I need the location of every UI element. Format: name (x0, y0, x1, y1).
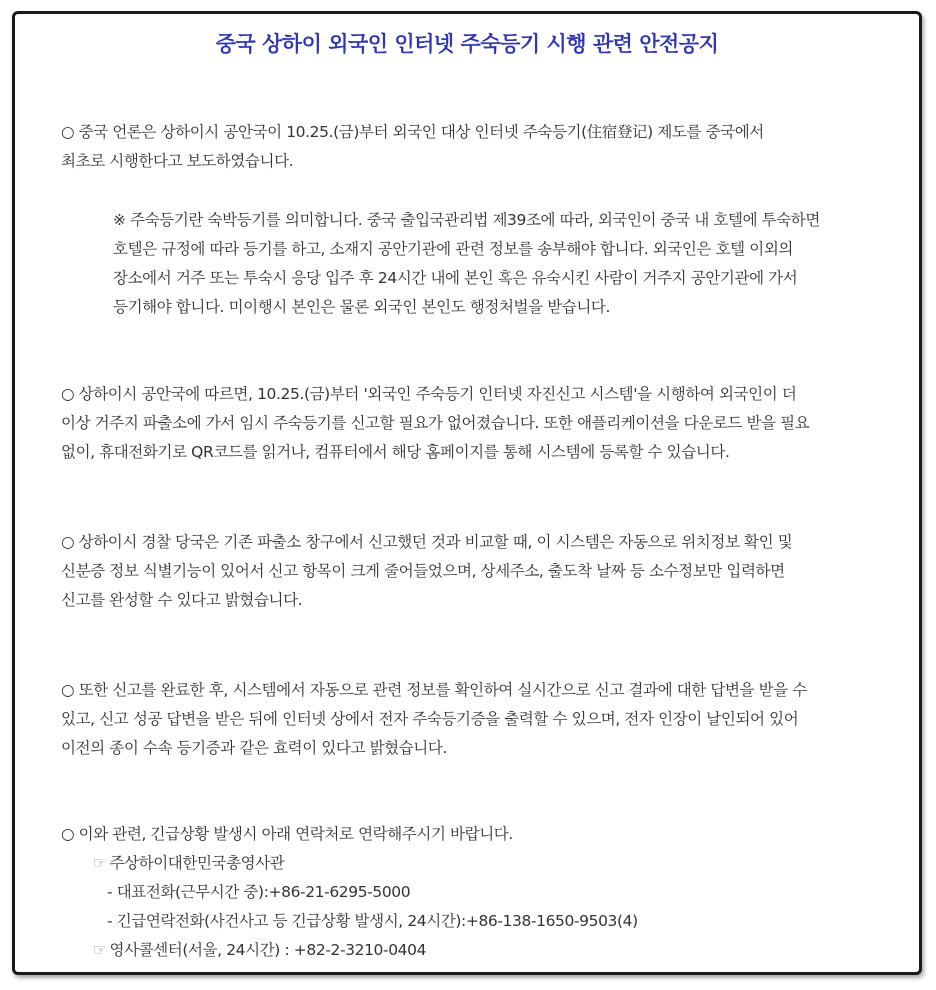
paragraph-line: 신고를 완성할 수 있다고 밝혔습니다. (61, 591, 303, 609)
page-title: 중국 상하이 외국인 인터넷 주숙등기 시행 관련 안전공지 (215, 32, 719, 56)
emergency-phone: - 긴급연락전화(사건사고 등 긴급상황 발생시, 24시간):+86-138-1650-9503(4) (107, 912, 638, 930)
call-center-text: 영사콜센터(서울, 24시간) : +82-2-3210-0404 (109, 941, 427, 959)
paragraph-line: 없이, 휴대전화기로 QR코드를 읽거나, 컴퓨터에서 해당 홈페이지를 통해 시스템에 등록할 수 있습니다. (61, 443, 730, 461)
main-phone: - 대표전화(근무시간 중):+86-21-6295-5000 (107, 883, 411, 901)
pointing-hand-icon: ☞ (93, 854, 107, 872)
paragraph-line: 있고, 신고 성공 답변을 받은 뒤에 인터넷 상에서 전자 주숙등기증을 출력할 수 있으며, 전자 인장이 날인되어 있어 (61, 710, 799, 728)
note-line: 등기해야 합니다. 미이행시 본인은 물론 외국인 본인도 행정처벌을 받습니다. (113, 298, 611, 316)
note-line: 호텔은 규정에 따라 등기를 하고, 소재지 공안기관에 관련 정보를 송부해야 합니다. 외국인은 호텔 이외의 (113, 240, 793, 258)
paragraph-line: ○ 중국 언론은 상하이시 공안국이 10.25.(금)부터 외국인 대상 인터넷 주숙등기(住宿登记) 제도를 중국에서 (61, 123, 764, 141)
contact-intro: ○ 이와 관련, 긴급상황 발생시 아래 연락처로 연락해주시기 바랍니다. (61, 825, 513, 843)
paragraph-line: 이상 거주지 파출소에 가서 임시 주숙등기를 신고할 필요가 없어졌습니다. 또한 애플리케이션을 다운로드 받을 필요 (61, 414, 810, 432)
note-definition (113, 206, 913, 322)
section-e-certificate (61, 676, 917, 763)
paragraph-line: 이전의 종이 수속 등기증과 같은 효력이 있다고 밝혔습니다. (61, 739, 447, 757)
pointing-hand-icon: ☞ (93, 941, 107, 959)
note-line: ※ 주숙등기란 숙박등기를 의미합니다. 중국 출입국관리법 제39조에 따라, 외국인이 중국 내 호텔에 투숙하면 (113, 211, 820, 229)
paragraph-line: ○ 상하이시 경찰 당국은 기존 파출소 창구에서 신고했던 것과 비교할 때, 이 시스템은 자동으로 위치정보 확인 및 (61, 533, 793, 551)
consulate-entry (93, 849, 284, 878)
note-line: 장소에서 거주 또는 투숙시 응당 입주 후 24시간 내에 본인 혹은 유숙시킨 사람이 거주지 공안기관에 가서 (113, 269, 798, 287)
paragraph-line: ○ 또한 신고를 완료한 후, 시스템에서 자동으로 관련 정보를 확인하여 실시간으로 신고 결과에 대한 답변을 받을 수 (61, 681, 807, 699)
paragraph-line: ○ 상하이시 공안국에 따르면, 10.25.(금)부터 '외국인 주숙등기 인터넷 자진신고 시스템'을 시행하여 외국인이 더 (61, 385, 797, 403)
section-intro (61, 118, 917, 176)
paragraph-line: 신분증 정보 식별기능이 있어서 신고 항목이 크게 줄어들었으며, 상세주소, 출도착 날짜 등 소수정보만 입력하면 (61, 562, 785, 580)
section-system-features (61, 528, 917, 615)
consulate-name: 주상하이대한민국총영사관 (109, 854, 285, 872)
call-center-entry (93, 936, 426, 965)
section-police-announcement (61, 380, 917, 467)
paragraph-line: 최초로 시행한다고 보도하였습니다. (61, 152, 294, 170)
notice-frame (12, 11, 922, 975)
